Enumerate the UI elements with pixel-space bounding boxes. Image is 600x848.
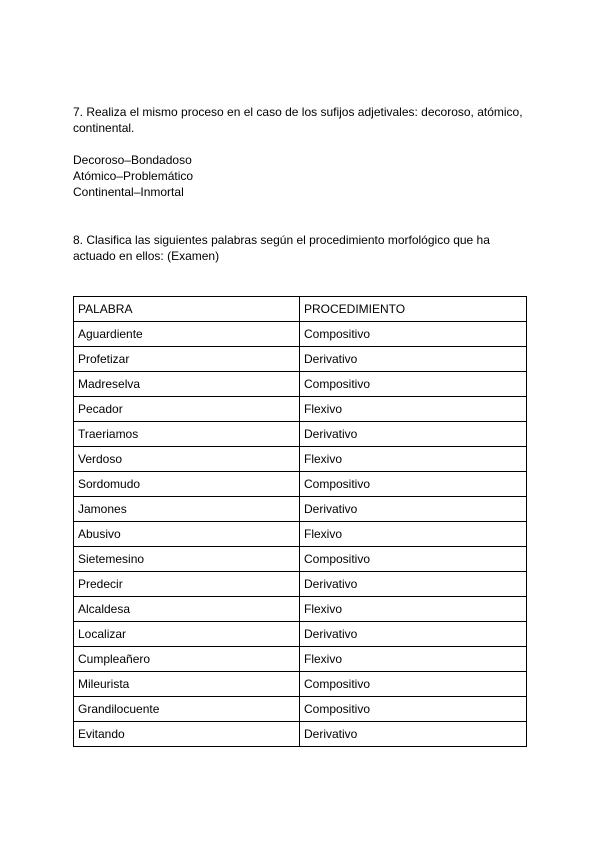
word-cell: Predecir: [74, 572, 300, 597]
header-procedimiento: PROCEDIMIENTO: [300, 297, 527, 322]
word-cell: Grandilocuente: [74, 697, 300, 722]
procedure-cell: Derivativo: [300, 622, 527, 647]
table-row: [74, 422, 527, 447]
classification-table: [73, 296, 527, 747]
procedure-cell: Compositivo: [300, 697, 527, 722]
procedure-cell: Compositivo: [300, 672, 527, 697]
table-row: [74, 722, 527, 747]
procedure-cell: Compositivo: [300, 372, 527, 397]
table-row: [74, 347, 527, 372]
word-cell: Mileurista: [74, 672, 300, 697]
procedure-cell: Derivativo: [300, 497, 527, 522]
table-row: [74, 322, 527, 347]
table-row: [74, 647, 527, 672]
procedure-cell: Derivativo: [300, 422, 527, 447]
word-cell: Profetizar: [74, 347, 300, 372]
table-row: [74, 472, 527, 497]
procedure-cell: Compositivo: [300, 547, 527, 572]
table-row: [74, 547, 527, 572]
procedure-cell: Flexivo: [300, 522, 527, 547]
table-row: [74, 447, 527, 472]
question-8-text: 8. Clasifica las siguientes palabras según el procedimiento morfológico que ha actuado en ellos: (Examen): [73, 233, 490, 263]
example-line: Continental–Inmortal: [73, 185, 184, 199]
procedure-cell: Derivativo: [300, 347, 527, 372]
word-cell: Verdoso: [74, 447, 300, 472]
table-row: [74, 522, 527, 547]
procedure-cell: Derivativo: [300, 722, 527, 747]
question-7-examples: [73, 152, 193, 200]
word-cell: Aguardiente: [74, 322, 300, 347]
word-cell: Madreselva: [74, 372, 300, 397]
procedure-cell: Compositivo: [300, 322, 527, 347]
table-header-row: [74, 297, 527, 322]
table-row: [74, 672, 527, 697]
table-row: [74, 572, 527, 597]
word-cell: Cumpleañero: [74, 647, 300, 672]
word-cell: Pecador: [74, 397, 300, 422]
word-cell: Jamones: [74, 497, 300, 522]
header-palabra: PALABRA: [74, 297, 300, 322]
table-row: [74, 372, 527, 397]
word-cell: Evitando: [74, 722, 300, 747]
procedure-cell: Flexivo: [300, 447, 527, 472]
table-row: [74, 597, 527, 622]
procedure-cell: Flexivo: [300, 397, 527, 422]
table-row: [74, 697, 527, 722]
procedure-cell: Derivativo: [300, 572, 527, 597]
word-cell: Sietemesino: [74, 547, 300, 572]
procedure-cell: Flexivo: [300, 647, 527, 672]
example-line: Decoroso–Bondadoso: [73, 153, 192, 167]
word-cell: Alcaldesa: [74, 597, 300, 622]
word-cell: Abusivo: [74, 522, 300, 547]
table-row: [74, 497, 527, 522]
example-line: Atómico–Problemático: [73, 169, 194, 183]
procedure-cell: Flexivo: [300, 597, 527, 622]
question-7-text: 7. Realiza el mismo proceso en el caso de los sufijos adjetivales: decoroso, atómico, continental.: [73, 105, 523, 135]
procedure-cell: Compositivo: [300, 472, 527, 497]
word-cell: Localizar: [74, 622, 300, 647]
word-cell: Traeriamos: [74, 422, 300, 447]
table-row: [74, 622, 527, 647]
table-row: [74, 397, 527, 422]
word-cell: Sordomudo: [74, 472, 300, 497]
